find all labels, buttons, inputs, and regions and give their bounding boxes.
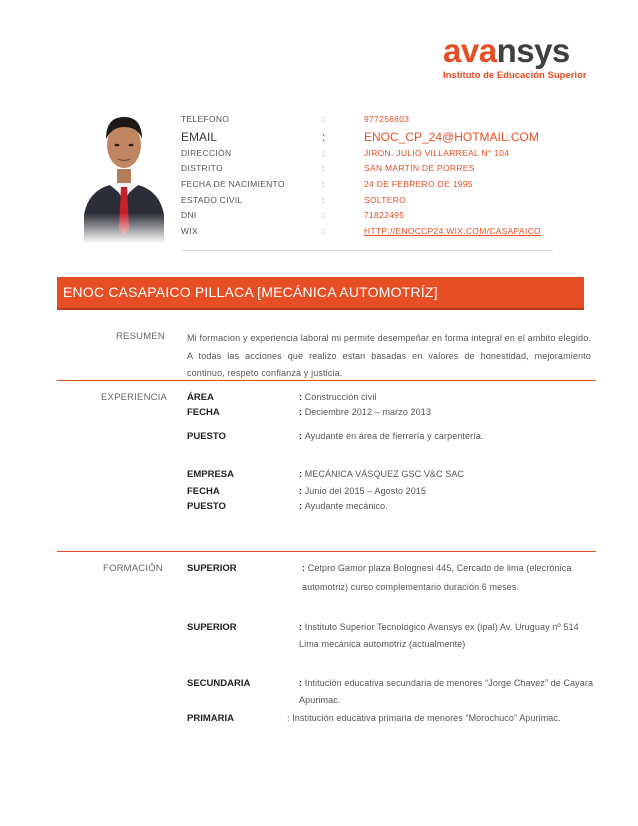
contact-colon: : xyxy=(322,226,325,237)
avansys-logo xyxy=(443,32,587,81)
profile-photo xyxy=(84,101,164,243)
contact-key: DNI xyxy=(181,210,197,221)
contact-row-estado-civil xyxy=(181,195,561,211)
edu-4-key: PRIMARIA xyxy=(187,713,234,724)
exp2-post-text: Ayudante mecánico. xyxy=(304,501,388,511)
edu-2-key: SUPERIOR xyxy=(187,622,237,633)
exp-area-value: : Construcción civil xyxy=(299,392,377,402)
contact-row-fecha-nacimiento xyxy=(181,179,561,195)
logo-wordmark xyxy=(443,34,583,68)
contact-row-dni xyxy=(181,210,561,226)
summary-text: Mi formacion y experiencia laboral mi permite desempeñar en forma integral en el ambito elegido. A todas las acciones que realizo estan basadas en valores de honestidad, mejoramiento continuo, respeto confianza y justicia. xyxy=(187,333,591,378)
edu-3-key: SECUNDARIA xyxy=(187,678,251,689)
contact-key: TELEFONO xyxy=(181,114,230,124)
exp-date-text: Deciembre 2012 – marzo 2013 xyxy=(304,407,431,417)
contact-colon: : xyxy=(322,163,325,174)
contact-key: EMAIL xyxy=(181,129,218,144)
edu-1-key: SUPERIOR xyxy=(187,563,237,574)
exp2-company-value: : MECÁNICA VÁSQUEZ GSC V&C SAC xyxy=(299,469,465,479)
exp2-post-key: PUESTO xyxy=(187,501,226,512)
contact-row-direccion xyxy=(181,148,561,164)
contact-value-fecha-nacimiento: 24 DE FEBRERO DE 1995 xyxy=(364,179,473,190)
edu-colon: : xyxy=(299,678,303,688)
exp-area-text: Construcción civil xyxy=(304,392,377,402)
exp2-post-value: : Ayudante mecánico. xyxy=(299,501,388,511)
exp-post-value: : Ayudante en área de fierrería y carpentería. xyxy=(299,431,484,441)
section-divider xyxy=(57,551,596,552)
edu-2-value xyxy=(299,619,595,653)
wix-link[interactable]: HTTP://ENOCCP24.WIX.COM/CASAPAICO xyxy=(364,226,541,237)
logo-tagline: Instituto de Educación Superior xyxy=(443,70,587,81)
candidate-name-title: ENOC CASAPAICO PILLACA [MECÁNICA AUTOMOTRÍZ] xyxy=(63,284,438,300)
exp-date-key: FECHA xyxy=(187,407,220,418)
section-label-formacion: FORMACIÓN xyxy=(103,563,163,574)
contact-key: DIRECCIÓN xyxy=(181,147,232,158)
section-label-resumen: RESUMEN xyxy=(116,331,165,342)
contact-key: FECHA DE NACIMIENTO xyxy=(181,179,285,190)
exp-area-key: ÁREA xyxy=(187,392,214,403)
contact-value-distrito: SAN MARTÍN DE PORRES xyxy=(364,163,475,174)
edu-3-value xyxy=(299,675,597,709)
edu-1-text: Cetpro Gamor plaza Bolognesi 445, Cercado de lima (elecrónica automotriz) curso complementario duración 6 meses. xyxy=(302,563,572,592)
contact-key: ESTADO CIVIL xyxy=(181,194,243,205)
contact-row-email xyxy=(181,130,561,148)
logo-part-ava: ava xyxy=(443,32,497,69)
contact-colon: : xyxy=(322,179,325,190)
contact-row-wix xyxy=(181,226,561,242)
contact-colon: : xyxy=(322,194,325,205)
contact-value-direccion: JIRON. JULIO VILLARREAL N° 104 xyxy=(364,147,510,158)
contact-row-distrito xyxy=(181,163,561,179)
contact-key: WIX xyxy=(181,226,198,237)
contact-value-email: ENOC_CP_24@HOTMAIL.COM xyxy=(364,129,539,144)
contact-colon: : xyxy=(322,114,325,124)
contact-value-dni: 71822495 xyxy=(364,210,405,221)
contact-colon: : xyxy=(322,147,325,158)
contact-info xyxy=(181,114,561,242)
name-banner xyxy=(57,277,584,310)
exp2-date-value: : Junio del 2015 – Agosto 2015 xyxy=(299,486,427,496)
contact-value-telefono: 977256603 xyxy=(364,114,410,124)
contact-key: DISTRITO xyxy=(181,163,223,174)
contact-value-estado-civil: SOLTERO xyxy=(364,194,407,205)
section-divider xyxy=(57,380,596,381)
exp2-company-key: EMPRESA xyxy=(187,469,234,480)
exp-post-key: PUESTO xyxy=(187,431,226,442)
edu-colon: : xyxy=(302,563,306,573)
edu-1-value xyxy=(302,559,592,597)
edu-2-text: Instituto Superior Tecnologico Avansys ex (ipal) Av. Uruguay nº 514 Lima mecánica automotriz (actualmente) xyxy=(299,622,579,649)
header-divider xyxy=(181,250,553,251)
edu-4-value: : Institución educativa primaria de menores “Morochuco” Apurimac. xyxy=(287,713,561,723)
exp2-date-text: Junio del 2015 – Agosto 2015 xyxy=(304,486,427,496)
section-label-experiencia: EXPERIENCIA xyxy=(101,392,168,403)
contact-row-telefono xyxy=(181,114,561,130)
edu-3-text: Intitución educativa secundaria de menores “Jorge Chavez” de Cayara Apurimac. xyxy=(299,678,594,705)
exp-post-text: Ayudante en área de fierrería y carpentería. xyxy=(304,431,484,441)
contact-colon: : xyxy=(322,210,325,221)
exp2-date-key: FECHA xyxy=(187,486,220,497)
contact-colon: : xyxy=(322,129,326,144)
exp-date-value: : Deciembre 2012 – marzo 2013 xyxy=(299,407,431,417)
logo-part-nsys: nsys xyxy=(496,32,570,69)
exp2-company-text: MECÁNICA VÁSQUEZ GSC V&C SAC xyxy=(304,469,465,479)
edu-colon: : xyxy=(299,622,303,632)
